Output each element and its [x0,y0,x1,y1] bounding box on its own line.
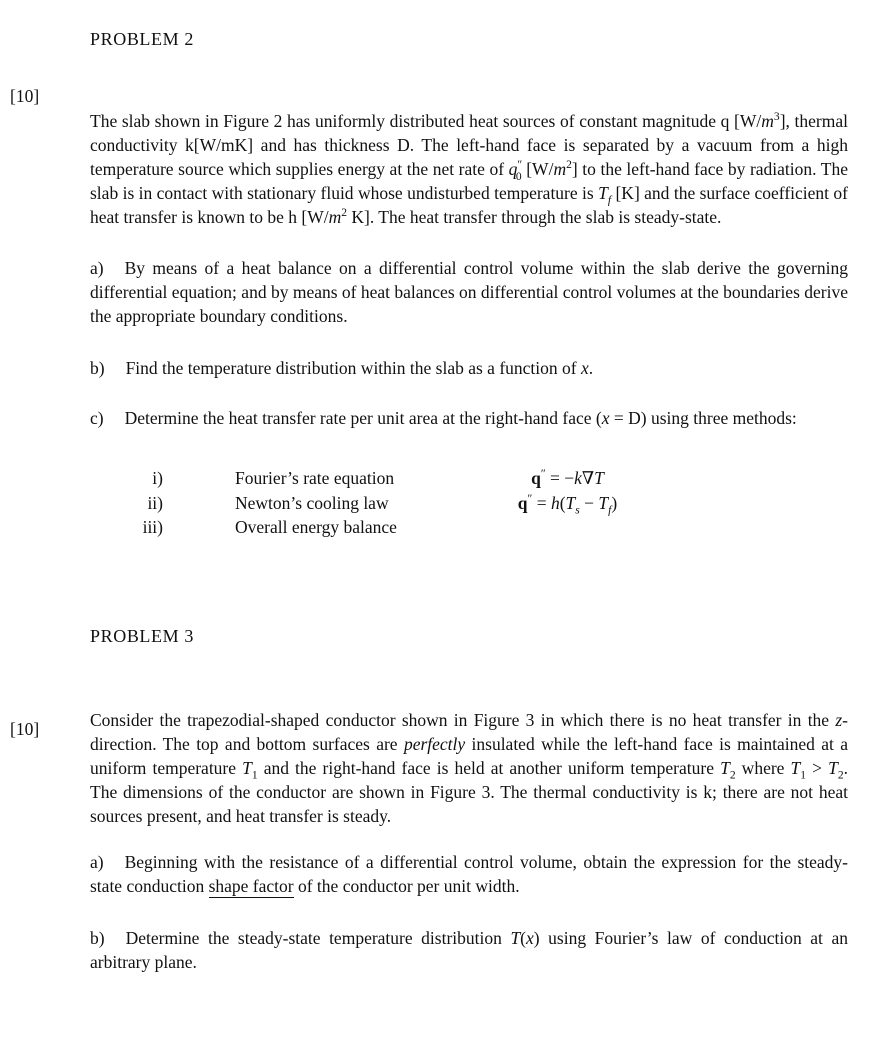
part-text: By means of a heat balance on a differential control volume within the slab derive the governing differential equation; and by means of heat balances on differential control volumes at the boundaries derive the appropriate boundary conditions. [90,258,848,326]
part-label: c) [90,408,104,428]
problem2-part-b [90,356,848,380]
part-text: Beginning with the resistance of a differential control volume, obtain the expression for the steady-state conduction shape factor of the conductor per unit width. [90,852,848,899]
method-numeral: i) [152,468,163,488]
method-equation: $q'' = h(T_s - T_f)$ [517,492,618,516]
method-numeral: iii) [142,517,163,537]
problem2-title: PROBLEM 2 [90,29,194,49]
method-item [90,515,848,540]
method-equation [470,515,665,540]
problem3-intro-paragraph: Consider the trapezodial-shaped conductor shown in Figure 3 in which there is no heat transfer in the z-direction. The top and bottom surfaces are perfectly insulated while the left-hand face is maintained at a uniform temperature $T_1$ and the right-hand face is held at another uniform temperature $T_2$ where $T_1 > T_2$. The dimensions of the conductor are shown in Figure 3. The thermal conductivity is k; there are not heat sources present, and heat transfer is steady. [90,709,848,826]
part-text: Determine the heat transfer rate per unit area at the right-hand face (x = D) using three methods: [124,408,797,428]
part-label: a) [90,851,104,872]
method-equation: q″ = −k∇T [531,468,604,488]
document-body [90,0,848,974]
problem2-part-a [90,256,848,328]
part-text: Determine the steady-state temperature distribution T(x) using Fourier’s law of conduction at an arbitrary plane. [90,927,848,972]
method-label: Fourier’s rate equation [235,468,395,488]
problem3-part-b [90,926,848,974]
part-text: Find the temperature distribution within the slab as a function of x. [125,358,594,378]
problem2-points-badge: [10] [10,86,40,106]
method-numeral: ii) [147,492,163,513]
problem2-part-c [90,406,848,430]
part-label: b) [90,358,105,378]
problem3-part-a [90,850,848,898]
methods-list [90,466,848,540]
method-label: Newton’s cooling law [235,492,389,513]
problem2-intro-paragraph: The slab shown in Figure 2 has uniformly distributed heat sources of constant magnitude q $[W/m^3]$, thermal conductivity k[W/mK] and has thickness D. The left-hand face is separated by a vacuum from a high temperature source which supplies energy at the net rate of $q''_0$ $[W/m^2]$ to the left-hand face by radiation. The slab is in contact with stationary fluid whose undisturbed temperature is $T_f$ [K] and the surface coefficient of heat transfer is known to be h [$W/m^2$ K]. The heat transfer through the slab is steady-state. [90,111,848,227]
part-label: a) [90,258,104,278]
method-label: Overall energy balance [235,517,397,537]
part-label: b) [90,927,105,948]
problem3-title: PROBLEM 3 [90,625,194,646]
problem3-points-badge: [10] [10,719,40,739]
method-item [90,491,848,516]
method-item [90,466,848,491]
